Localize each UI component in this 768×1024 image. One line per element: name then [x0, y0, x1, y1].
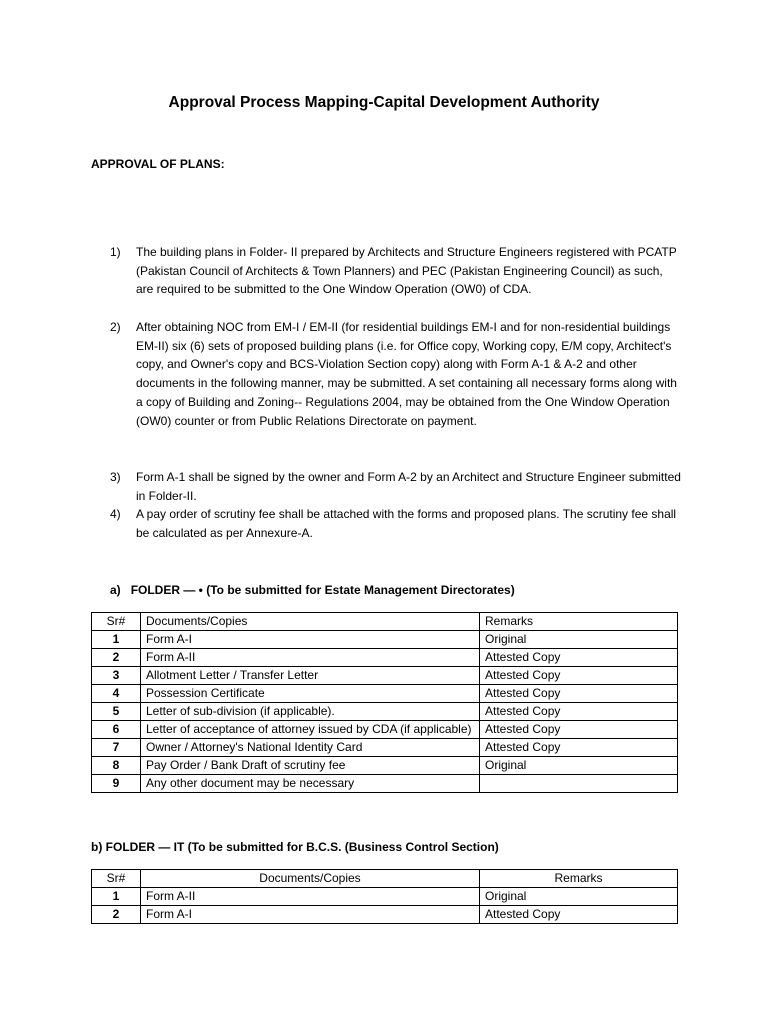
folder-a-title: FOLDER — • (To be submitted for Estate Management Directorates)	[130, 583, 515, 597]
cell-document: Form A-II	[141, 649, 480, 667]
cell-remarks: Attested Copy	[480, 721, 678, 739]
cell-remarks: Attested Copy	[480, 667, 678, 685]
cell-sr: 3	[92, 667, 141, 685]
cell-remarks: Attested Copy	[480, 739, 678, 757]
list-item	[110, 243, 682, 299]
header-sr: Sr#	[92, 870, 141, 888]
table-row	[92, 739, 678, 757]
cell-document: Possession Certificate	[141, 685, 480, 703]
cell-remarks: Original	[480, 631, 678, 649]
cell-sr: 2	[92, 906, 141, 924]
cell-remarks: Original	[480, 888, 678, 906]
cell-document: Letter of acceptance of attorney issued by CDA (if applicable)	[141, 721, 480, 739]
cell-remarks	[480, 775, 678, 793]
list-item-text: After obtaining NOC from EM-I / EM-II (for residential buildings EM-I and for non-residential buildings EM-II) six (6) sets of proposed building plans (i.e. for Office copy, Working copy, E/M copy, Architect's copy, and Owner's copy and BCS-Violation Section copy) along with Form A-1 & A-2 and other documents in the following manner, may be submitted. A set containing all necessary forms along with a copy of Building and Zoning-- Regulations 2004, may be obtained from the One Window Operation (OW0) counter or from Public Relations Directorate on payment.	[136, 320, 677, 428]
cell-sr: 6	[92, 721, 141, 739]
table-row	[92, 888, 678, 906]
page-title: Approval Process Mapping-Capital Development Authority	[168, 94, 600, 111]
cell-sr: 8	[92, 757, 141, 775]
folder-a-label: a)	[110, 583, 121, 597]
header-remarks: Remarks	[480, 613, 678, 631]
cell-document: Letter of sub-division (if applicable).	[141, 703, 480, 721]
list-item-number: 1)	[110, 245, 121, 259]
cell-sr: 7	[92, 739, 141, 757]
folder-b-table	[91, 869, 678, 924]
table-row	[92, 721, 678, 739]
folder-b-heading: b) FOLDER — IT (To be submitted for B.C.S. (Business Control Section)	[91, 840, 499, 854]
folder-a-table	[91, 612, 678, 793]
table-row	[92, 757, 678, 775]
cell-remarks: Attested Copy	[480, 649, 678, 667]
list-item-number: 4)	[110, 507, 121, 521]
list-item-number: 2)	[110, 320, 121, 334]
cell-document: Owner / Attorney's National Identity Card	[141, 739, 480, 757]
cell-remarks: Original	[480, 757, 678, 775]
table-row	[92, 667, 678, 685]
list-item	[110, 505, 682, 542]
table-row	[92, 703, 678, 721]
list-item-number: 3)	[110, 470, 121, 484]
cell-remarks: Attested Copy	[480, 703, 678, 721]
header-documents: Documents/Copies	[141, 613, 480, 631]
cell-remarks: Attested Copy	[480, 906, 678, 924]
cell-document: Form A-II	[141, 888, 480, 906]
cell-sr: 4	[92, 685, 141, 703]
cell-sr: 9	[92, 775, 141, 793]
cell-sr: 5	[92, 703, 141, 721]
list-item-text: A pay order of scrutiny fee shall be attached with the forms and proposed plans. The scrutiny fee shall be calculated as per Annexure-A.	[136, 507, 677, 540]
table-header-row	[92, 613, 678, 631]
header-documents: Documents/Copies	[141, 870, 480, 888]
cell-document: Form A-I	[141, 906, 480, 924]
cell-document: Any other document may be necessary	[141, 775, 480, 793]
header-sr: Sr#	[92, 613, 141, 631]
table-row	[92, 775, 678, 793]
list-item-text: Form A-1 shall be signed by the owner and Form A-2 by an Architect and Structure Engineer submitted in Folder-II.	[136, 470, 681, 503]
table-header-row	[92, 870, 678, 888]
cell-document: Pay Order / Bank Draft of scrutiny fee	[141, 757, 480, 775]
table-row	[92, 906, 678, 924]
cell-sr: 1	[92, 888, 141, 906]
list-item-text: The building plans in Folder- II prepared by Architects and Structure Engineers registered with PCATP (Pakistan Council of Architects & Town Planners) and PEC (Pakistan Engineering Council) as such, are required to be submitted to the One Window Operation (OW0) of CDA.	[136, 245, 677, 297]
cell-document: Form A-I	[141, 631, 480, 649]
list-item	[110, 318, 682, 430]
table-row	[92, 685, 678, 703]
list-item	[110, 468, 682, 505]
cell-remarks: Attested Copy	[480, 685, 678, 703]
section-heading: APPROVAL OF PLANS:	[91, 157, 225, 171]
cell-sr: 2	[92, 649, 141, 667]
table-row	[92, 649, 678, 667]
header-remarks: Remarks	[480, 870, 678, 888]
folder-a-heading	[110, 583, 515, 597]
cell-sr: 1	[92, 631, 141, 649]
table-row	[92, 631, 678, 649]
cell-document: Allotment Letter / Transfer Letter	[141, 667, 480, 685]
